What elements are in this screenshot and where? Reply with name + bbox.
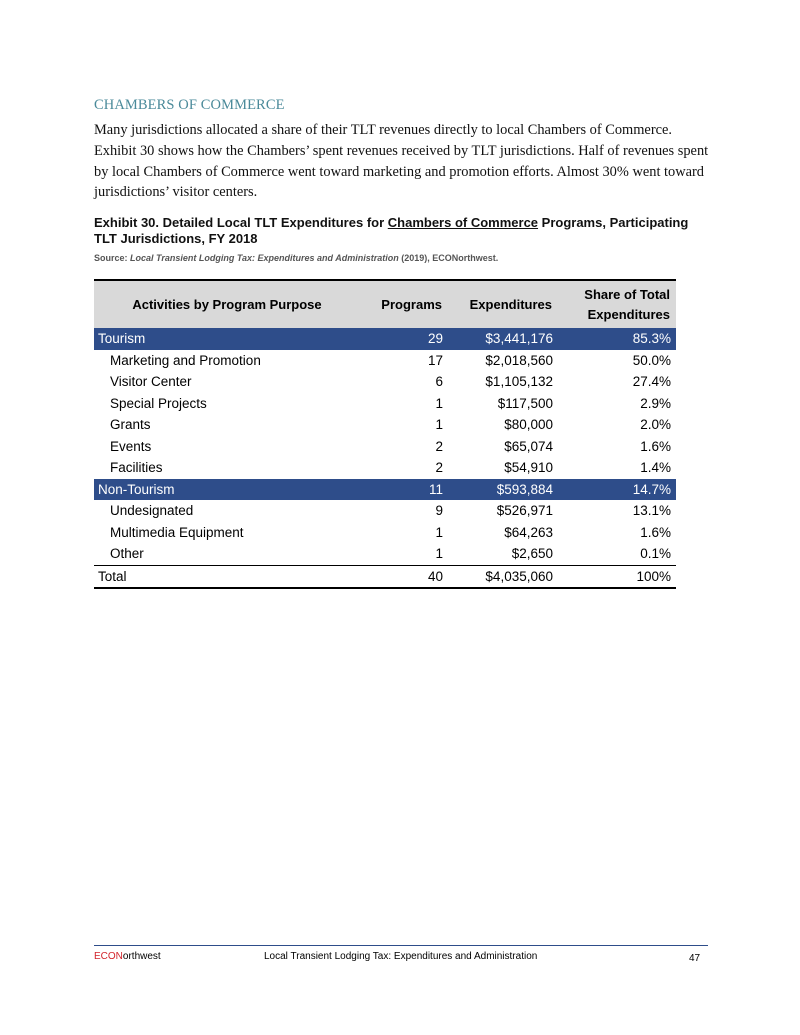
source-rest: (2019), ECONorthwest. bbox=[398, 253, 499, 263]
footer-rule bbox=[94, 945, 708, 946]
footer-brand bbox=[94, 951, 161, 962]
cell-share: 2.0% bbox=[640, 417, 671, 432]
brand-econ: ECON bbox=[94, 951, 123, 962]
cell-label: Special Projects bbox=[110, 395, 207, 411]
footer-title: Local Transient Lodging Tax: Expenditures and Administration bbox=[264, 951, 538, 962]
cell-label: Other bbox=[110, 546, 144, 561]
cell-expenditures: $4,035,060 bbox=[448, 565, 558, 588]
body-paragraph: Many jurisdictions allocated a share of their TLT revenues directly to local Chambers of Commerce. Exhibit 30 shows how the Chambers’ spent revenues received by TLT jurisdictions. Half of revenues spent by local Chambers of Commerce went toward marketing and promotion efforts. Almost 30% went toward jurisdictions’ visitor centers. bbox=[94, 122, 709, 201]
cell-share: 13.1% bbox=[632, 503, 671, 518]
cell-programs: 9 bbox=[435, 503, 443, 518]
cell-share: 100% bbox=[558, 565, 676, 588]
table-row bbox=[94, 500, 676, 522]
exhibit-source bbox=[94, 253, 498, 263]
cell-programs: 11 bbox=[360, 479, 448, 501]
cell-label: Non-Tourism bbox=[94, 479, 360, 501]
exhibit-title-prefix: Exhibit 30. Detailed Local TLT Expenditures for bbox=[94, 215, 388, 230]
cell-programs: 1 bbox=[435, 417, 443, 432]
cell-programs: 17 bbox=[427, 352, 443, 368]
table-row bbox=[94, 522, 676, 544]
cell-expenditures: $117,500 bbox=[497, 395, 553, 411]
cell-share: 85.3% bbox=[558, 328, 676, 350]
cell-label: Facilities bbox=[110, 460, 163, 475]
header-programs: Programs bbox=[381, 296, 442, 312]
cell-label: Multimedia Equipment bbox=[110, 524, 244, 540]
cell-label: Events bbox=[110, 438, 152, 454]
exhibit-title-underlined: Chambers of Commerce bbox=[387, 215, 539, 230]
cell-programs: 2 bbox=[435, 460, 443, 475]
header-activities: Activities by Program Purpose bbox=[132, 296, 322, 312]
cell-share: 14.7% bbox=[558, 479, 676, 501]
cell-programs: 1 bbox=[435, 546, 443, 561]
header-expenditures: Expenditures bbox=[469, 296, 552, 312]
source-italic: Local Transient Lodging Tax: Expenditures and Administration bbox=[130, 253, 399, 263]
section-heading: CHAMBERS OF COMMERCE bbox=[94, 97, 285, 113]
cell-label: Undesignated bbox=[110, 503, 194, 518]
cell-expenditures: $593,884 bbox=[448, 479, 558, 501]
cell-label: Grants bbox=[110, 417, 151, 432]
cell-share: 2.9% bbox=[640, 395, 671, 411]
table-row bbox=[94, 543, 676, 565]
cell-share: 0.1% bbox=[640, 546, 671, 561]
table-row bbox=[94, 436, 676, 458]
total-row bbox=[94, 565, 676, 588]
expenditures-table bbox=[94, 279, 676, 589]
category-row bbox=[94, 328, 676, 350]
page-number: 47 bbox=[689, 953, 701, 964]
cell-share: 1.6% bbox=[640, 524, 671, 540]
source-label: Source: bbox=[94, 253, 131, 263]
cell-programs: 2 bbox=[435, 438, 443, 454]
cell-share: 1.6% bbox=[640, 438, 671, 454]
cell-share: 27.4% bbox=[632, 374, 671, 389]
exhibit-title bbox=[94, 215, 704, 247]
header-share: Share of Total Expenditures bbox=[584, 286, 670, 322]
cell-label: Tourism bbox=[94, 328, 360, 350]
table-row bbox=[94, 371, 676, 393]
cell-label: Marketing and Promotion bbox=[110, 352, 261, 368]
table-row bbox=[94, 457, 676, 479]
cell-expenditures: $2,650 bbox=[511, 546, 553, 561]
table-row bbox=[94, 393, 676, 415]
table-body bbox=[94, 328, 676, 588]
cell-label: Total bbox=[94, 565, 360, 588]
cell-expenditures: $54,910 bbox=[504, 460, 553, 475]
brand-rest: orthwest bbox=[122, 951, 161, 962]
cell-label: Visitor Center bbox=[110, 374, 192, 389]
cell-expenditures: $65,074 bbox=[504, 438, 553, 454]
cell-share: 50.0% bbox=[632, 352, 671, 368]
category-row bbox=[94, 479, 676, 501]
table-header-row bbox=[94, 280, 676, 328]
cell-expenditures: $64,263 bbox=[504, 524, 553, 540]
table-row bbox=[94, 350, 676, 372]
cell-programs: 6 bbox=[435, 374, 443, 389]
cell-share: 1.4% bbox=[640, 460, 671, 475]
cell-programs: 1 bbox=[435, 524, 443, 540]
cell-expenditures: $80,000 bbox=[504, 417, 553, 432]
cell-programs: 1 bbox=[435, 395, 443, 411]
cell-expenditures: $1,105,132 bbox=[485, 374, 553, 389]
cell-programs: 40 bbox=[360, 565, 448, 588]
cell-expenditures: $526,971 bbox=[496, 503, 553, 518]
table-row bbox=[94, 414, 676, 436]
cell-expenditures: $3,441,176 bbox=[448, 328, 558, 350]
exhibit-title-suffix: Programs, Participating TLT Jurisdictions, FY 2018 bbox=[94, 215, 689, 246]
cell-expenditures: $2,018,560 bbox=[485, 352, 553, 368]
cell-programs: 29 bbox=[360, 328, 448, 350]
